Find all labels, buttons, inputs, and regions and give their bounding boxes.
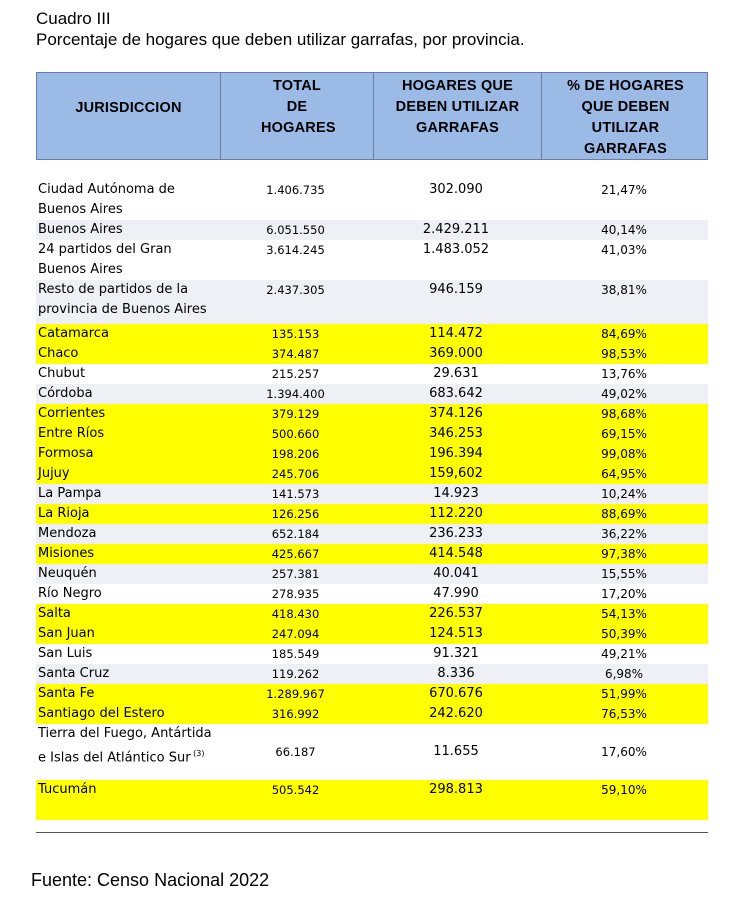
cell-total-hogares: 500.660	[219, 424, 372, 444]
cell-jurisdiccion: Corrientes	[36, 404, 219, 424]
cell-hogares-garrafas: 14.923	[372, 484, 540, 504]
cell-hogares-garrafas: 159,602	[372, 464, 540, 484]
cell-jurisdiccion: San Juan	[36, 624, 219, 644]
cell-jurisdiccion: Buenos Aires	[36, 220, 219, 240]
cell-total-hogares: 119.262	[219, 664, 372, 684]
cell-jurisdiccion: Tucumán	[36, 780, 219, 820]
title-line-1: Cuadro III	[36, 9, 111, 28]
cell-porcentaje: 50,39%	[540, 624, 708, 644]
cell-jurisdiccion: Santiago del Estero	[36, 704, 219, 724]
table-title	[36, 8, 525, 50]
cell-hogares-garrafas: 374.126	[372, 404, 540, 424]
cell-jurisdiccion: Salta	[36, 604, 219, 624]
cell-total-hogares: 425.667	[219, 544, 372, 564]
cell-porcentaje: 17,60%	[601, 745, 647, 759]
cell-porcentaje: 88,69%	[540, 504, 708, 524]
cell-porcentaje: 97,38%	[540, 544, 708, 564]
cell-jurisdiccion: Mendoza	[36, 524, 219, 544]
cell-porcentaje: 98,68%	[540, 404, 708, 424]
cell-total-hogares: 126.256	[219, 504, 372, 524]
cell-jurisdiccion: Chubut	[38, 366, 86, 381]
cell-total-hogares: 1.406.735	[266, 183, 325, 197]
cell-jurisdiccion: Tierra del Fuego, Antártida e Islas del Atlántico Sur $^{(3)}$	[38, 726, 212, 766]
cell-porcentaje: 17,20%	[601, 587, 647, 601]
cell-hogares-garrafas: 114.472	[372, 324, 540, 344]
cell-total-hogares: 1.394.400	[219, 384, 372, 404]
cell-porcentaje: 49,02%	[540, 384, 708, 404]
cell-jurisdiccion: Formosa	[36, 444, 219, 464]
cell-total-hogares: 66.187	[275, 745, 316, 759]
cell-total-hogares: 198.206	[219, 444, 372, 464]
cell-porcentaje: 6,98%	[540, 664, 708, 684]
cell-hogares-garrafas: 47.990	[433, 586, 479, 601]
cell-total-hogares: 374.487	[219, 344, 372, 364]
cell-porcentaje: 51,99%	[540, 684, 708, 704]
cell-porcentaje: 10,24%	[540, 484, 708, 504]
cell-total-hogares: 135.153	[219, 324, 372, 344]
cell-hogares-garrafas: 11.655	[433, 744, 479, 759]
cell-jurisdiccion: Chaco	[36, 344, 219, 364]
cell-porcentaje: 21,47%	[601, 183, 647, 197]
cell-hogares-garrafas: 236.233	[372, 524, 540, 544]
cell-jurisdiccion: 24 partidos del Gran Buenos Aires	[38, 242, 172, 277]
cell-total-hogares: 652.184	[219, 524, 372, 544]
cell-hogares-garrafas: 29.631	[433, 366, 479, 381]
cell-jurisdiccion: Neuquén	[36, 564, 219, 584]
cell-jurisdiccion: Santa Cruz	[36, 664, 219, 684]
cell-total-hogares: 215.257	[271, 367, 320, 381]
source-note: Fuente: Censo Nacional 2022	[31, 870, 270, 890]
cell-porcentaje: 84,69%	[540, 324, 708, 344]
table-bottom-rule	[36, 832, 708, 833]
cell-total-hogares: 245.706	[219, 464, 372, 484]
cell-total-hogares: 316.992	[219, 704, 372, 724]
cell-hogares-garrafas: 242.620	[372, 704, 540, 724]
cell-porcentaje: 40,14%	[540, 220, 708, 240]
cell-total-hogares: 505.542	[219, 780, 372, 820]
cell-hogares-garrafas: 91.321	[433, 646, 479, 661]
cell-hogares-garrafas: 8.336	[372, 664, 540, 684]
cell-jurisdiccion: La Pampa	[36, 484, 219, 504]
cell-jurisdiccion: La Rioja	[36, 504, 219, 524]
cell-jurisdiccion: Ciudad Autónoma de Buenos Aires	[38, 182, 175, 217]
cell-jurisdiccion: Santa Fe	[36, 684, 219, 704]
cell-hogares-garrafas: 196.394	[372, 444, 540, 464]
cell-hogares-garrafas: 124.513	[372, 624, 540, 644]
header-hogares-garrafas: HOGARES QUE DEBEN UTILIZAR GARRAFAS	[373, 73, 541, 160]
header-porcentaje: % DE HOGARES QUE DEBEN UTILIZAR GARRAFAS	[541, 73, 709, 160]
cell-jurisdiccion: Entre Ríos	[36, 424, 219, 444]
cell-total-hogares: 6.051.550	[219, 220, 372, 240]
cell-total-hogares: 1.289.967	[219, 684, 372, 704]
cell-total-hogares: 278.935	[271, 587, 320, 601]
cell-porcentaje: 69,15%	[540, 424, 708, 444]
cell-hogares-garrafas: 226.537	[372, 604, 540, 624]
cell-porcentaje: 13,76%	[601, 367, 647, 381]
cell-hogares-garrafas: 683.642	[372, 384, 540, 404]
cell-total-hogares: 141.573	[219, 484, 372, 504]
cell-total-hogares: 247.094	[219, 624, 372, 644]
cell-hogares-garrafas: 369.000	[372, 344, 540, 364]
cell-hogares-garrafas: 414.548	[372, 544, 540, 564]
cell-jurisdiccion: Resto de partidos de la provincia de Buenos Aires	[36, 280, 219, 324]
cell-jurisdiccion: Río Negro	[38, 586, 102, 601]
cell-total-hogares: 3.614.245	[266, 243, 325, 257]
cell-porcentaje: 64,95%	[540, 464, 708, 484]
cell-porcentaje: 49,21%	[601, 647, 647, 661]
cell-porcentaje: 54,13%	[540, 604, 708, 624]
header-total-hogares: TOTAL DE HOGARES	[220, 73, 373, 160]
footnote-marker: (3)	[190, 749, 205, 758]
cell-porcentaje: 38,81%	[540, 280, 708, 324]
cell-jurisdiccion: Misiones	[36, 544, 219, 564]
cell-total-hogares: 2.437.305	[219, 280, 372, 324]
cell-jurisdiccion: Córdoba	[36, 384, 219, 404]
cell-porcentaje: 41,03%	[601, 243, 647, 257]
cell-total-hogares: 418.430	[219, 604, 372, 624]
cell-porcentaje: 36,22%	[540, 524, 708, 544]
cell-hogares-garrafas: 1.483.052	[422, 242, 490, 257]
title-line-2: Porcentaje de hogares que deben utilizar garrafas, por provincia.	[36, 30, 525, 49]
cell-hogares-garrafas: 2.429.211	[372, 220, 540, 240]
cell-total-hogares: 257.381	[219, 564, 372, 584]
cell-porcentaje: 76,53%	[540, 704, 708, 724]
cell-porcentaje: 15,55%	[540, 564, 708, 584]
cell-porcentaje: 59,10%	[540, 780, 708, 820]
table-body	[36, 180, 708, 820]
cell-total-hogares: 379.129	[219, 404, 372, 424]
table-header	[36, 72, 708, 160]
cell-hogares-garrafas: 670.676	[372, 684, 540, 704]
cell-hogares-garrafas: 346.253	[372, 424, 540, 444]
cell-hogares-garrafas: 40.041	[372, 564, 540, 584]
cell-jurisdiccion: San Luis	[38, 646, 93, 661]
cell-jurisdiccion: Catamarca	[36, 324, 219, 344]
cell-total-hogares: 185.549	[271, 647, 320, 661]
cell-hogares-garrafas: 298.813	[372, 780, 540, 820]
cell-porcentaje: 99,08%	[540, 444, 708, 464]
cell-hogares-garrafas: 946.159	[372, 280, 540, 324]
header-jurisdiccion: JURISDICCION	[75, 100, 182, 116]
cell-porcentaje: 98,53%	[540, 344, 708, 364]
cell-jurisdiccion: Jujuy	[36, 464, 219, 484]
cell-hogares-garrafas: 112.220	[372, 504, 540, 524]
cell-hogares-garrafas: 302.090	[429, 182, 483, 197]
